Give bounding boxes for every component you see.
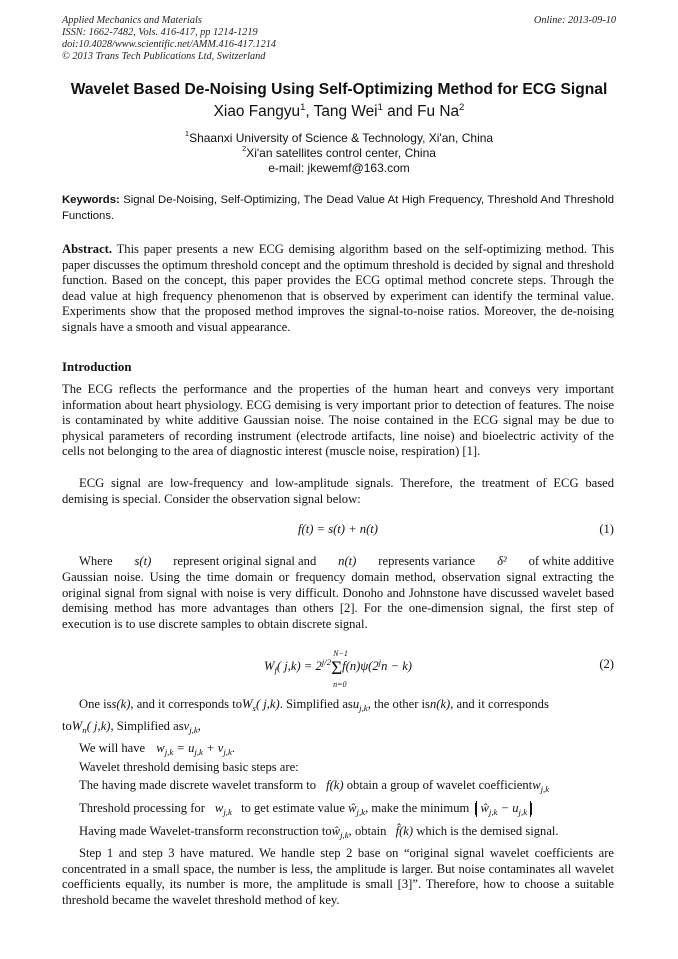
text-run: Where — [79, 554, 113, 568]
intro-paragraph-3: Gaussian noise. Using the time domain or frequency domain method, observation signal extracting the original signal from signal with noise is very difficult. Donoho and Johnstone have discussed wavelet based demising method has more advantages than others [2]. For the one-dimension signal, the first step of execution is to use discrete samples to obtain discrete signal. — [62, 570, 614, 631]
math-st: s(t) — [134, 554, 152, 568]
math-u: = u — [173, 741, 195, 755]
math-what: ŵ — [348, 801, 357, 815]
affil-text: Shaanxi University of Science & Technology, Xi'an, China — [189, 131, 494, 145]
equation-1-number: (1) — [599, 522, 614, 536]
author-separator: and — [382, 103, 418, 120]
math-W: W — [71, 719, 83, 733]
text-run: represent original signal and — [173, 554, 317, 568]
intro-paragraph-4: Step 1 and step 3 have matured. We handle step 2 base on “original signal wavelet coefficients are concentrated in a small space, the number is less, the amplitude is larger. But noise contaminates all wavelet coefficients equally, its number is more, the amplitude is small [3]”. Therefore, how to choose a suitable threshold became the wavelet threshold method of key. — [62, 846, 614, 907]
text-run: The having made discrete wavelet transform to — [79, 778, 317, 792]
author-affil-mark: 1 — [300, 102, 306, 113]
math-W: W — [242, 697, 253, 711]
intro-paragraph-1: The ECG reflects the performance and the properties of the human heart and conveys very important information about heart physiology. ECG demising is very important prior to detection of features. The noise is contaminated by white additive Gaussian noise. The noise contained in the ECG signal may be due to physical parameters of recording instrument (electrode artifacts, line noise) and bioelectric activity of the cells not belonging to the area of diagnostic interest (muscle noise, respiration) [1]. — [62, 382, 614, 459]
math-sub: j,k — [223, 807, 232, 817]
equation-2-number: (2) — [599, 657, 614, 671]
text-line — [62, 719, 614, 735]
math-sub: j,k — [194, 747, 203, 757]
text-run: , and it corresponds to — [130, 697, 242, 711]
math-sub: j,k — [359, 703, 368, 713]
math-sub: j,k — [189, 725, 198, 735]
text-run: obtain a group of wavelet coefficient — [346, 778, 533, 792]
online-date: Online: 2013-09-10 — [533, 15, 616, 26]
author-name: Xiao Fangyu — [213, 103, 301, 120]
text-run: of white additive — [528, 554, 614, 568]
text-run: Threshold processing for — [79, 801, 205, 815]
abstract-text: This paper presents a new ECG demising algorithm based on the self-optimizing method. This paper discusses the optimum threshold concept and the optimum threshold is decided by signal and threshold function. Based on the concept, this paper provides the ECG optimal method concrete steps. Through the dead value at high frequency phenomenon that is observed by experiment can identify the terminal value. Experiments show that the proposed method improves the signal-to-noise ratios. Moreover, the de-noising signals have a smooth and visual appearance. — [62, 242, 614, 334]
text-run: represents variance — [378, 554, 476, 568]
math-sub: n — [82, 725, 87, 735]
math-args: ( j,k) — [255, 697, 280, 711]
math-fhat: f̂(k) — [395, 824, 414, 838]
text-line: Wavelet threshold demising basic steps are: — [79, 760, 299, 774]
text-run: , obtain — [348, 824, 387, 838]
math-sub: s — [252, 703, 256, 713]
author-name: Tang Wei — [313, 103, 378, 120]
eq2-exp: j/2 — [321, 657, 332, 667]
text-run: , and it corresponds — [450, 697, 549, 711]
author-list — [40, 103, 638, 121]
math-w: w — [156, 741, 165, 755]
eq2-args: ( j,k) = 2 — [276, 659, 322, 673]
summation-symbol: Σ N−1 n=0 — [331, 649, 348, 689]
math-sub: j,k — [518, 807, 528, 817]
section-heading-introduction: Introduction — [62, 360, 132, 374]
intro-paragraph-3-first-line — [62, 554, 614, 569]
keywords-block — [62, 193, 614, 224]
math-nt: n(t) — [338, 554, 357, 568]
sum-upper-limit: N−1 — [333, 649, 348, 658]
text-run: We will have — [79, 741, 146, 755]
equation-1 — [62, 522, 614, 544]
equation-2 — [62, 649, 614, 689]
math-sub: j,k — [540, 784, 550, 794]
math-v: + v — [202, 741, 224, 755]
math-sub: j,k — [164, 747, 174, 757]
eq2-rhs-exp: j — [378, 657, 382, 667]
math-sub: j,k — [340, 830, 349, 840]
text-line — [62, 801, 631, 817]
text-run: One is — [79, 697, 112, 711]
equation-1-body: f(t) = s(t) + n(t) — [298, 522, 378, 536]
math-sub: j,k — [488, 807, 498, 817]
author-name: Fu Na — [417, 103, 460, 120]
text-line — [62, 778, 631, 794]
paper-title: Wavelet Based De-Noising Using Self-Optimizing Method for ECG Signal — [70, 81, 608, 98]
math-u: u — [352, 697, 360, 711]
eq2-rhs-end: n − k) — [381, 659, 413, 673]
author-separator: , — [305, 103, 314, 120]
math-u: − u — [497, 801, 519, 815]
math-delta-squared: δ² — [497, 554, 507, 568]
text-run: Having made Wavelet-transform reconstruction to — [79, 824, 332, 838]
math-v: v — [183, 719, 190, 733]
affil-mark: 2 — [242, 144, 247, 153]
text-run: , Simplified as — [110, 719, 184, 733]
math-args: ( j,k) — [86, 719, 111, 733]
journal-name: Applied Mechanics and Materials — [62, 15, 202, 26]
math-what: ŵ — [331, 824, 341, 838]
math-sub: j,k — [223, 747, 232, 757]
eq2-rhs: f(n)ψ(2 — [342, 659, 379, 673]
issn-line: ISSN: 1662-7482, Vols. 416-417, pp 1214-1219 — [62, 27, 258, 38]
text-run: . Simplified as — [279, 697, 353, 711]
text-run: , the other is — [367, 697, 430, 711]
math-sk: s(k) — [111, 697, 131, 711]
intro-paragraph-2: ECG signal are low-frequency and low-amplitude signals. Therefore, the treatment of ECG based demising is special. Consider the observation signal below: — [62, 476, 614, 506]
abstract-block — [62, 242, 614, 336]
sum-lower-limit: n=0 — [333, 680, 347, 689]
contact-email: e-mail: jkewemf@163.com — [268, 161, 410, 175]
text-run: , — [197, 719, 201, 733]
equation-2-body — [62, 649, 614, 689]
journal-header — [62, 15, 422, 63]
math-what: ŵ — [480, 801, 489, 815]
keywords-label: Keywords: — [62, 194, 120, 206]
math-fk: f(k) — [326, 778, 344, 792]
affil-text: Xi'an satellites control center, China — [246, 146, 436, 160]
affil-mark: 1 — [184, 129, 190, 138]
doi-line: doi:10.4028/www.scientific.net/AMM.416-417.1214 — [62, 39, 277, 50]
text-run: . — [231, 741, 236, 755]
keywords-text: Signal De-Noising, Self-Optimizing, The Dead Value At High Frequency, Threshold And Threshold Functions. — [62, 194, 614, 222]
text-line — [62, 697, 631, 713]
affiliation-1 — [40, 131, 638, 145]
affiliation-2 — [40, 146, 638, 160]
text-run: to — [62, 719, 72, 733]
eq2-lhs: W — [263, 659, 275, 673]
math-w: w — [532, 778, 541, 792]
math-w: w — [214, 801, 224, 815]
text-line — [62, 824, 631, 840]
math-nk: n(k) — [429, 697, 451, 711]
text-run: to get estimate value — [241, 801, 345, 815]
author-affil-mark: 2 — [459, 102, 465, 113]
author-affil-mark: 1 — [377, 102, 383, 113]
text-run: which is the demised signal. — [416, 824, 559, 838]
math-sub: j,k — [356, 807, 366, 817]
copyright-line: © 2013 Trans Tech Publications Ltd, Switzerland — [62, 51, 266, 62]
text-line — [62, 741, 631, 757]
eq2-lhs-sub: f — [274, 665, 277, 675]
text-run: , make the minimum — [365, 801, 470, 815]
math-norm — [476, 801, 531, 817]
abstract-label: Abstract. — [62, 242, 113, 256]
